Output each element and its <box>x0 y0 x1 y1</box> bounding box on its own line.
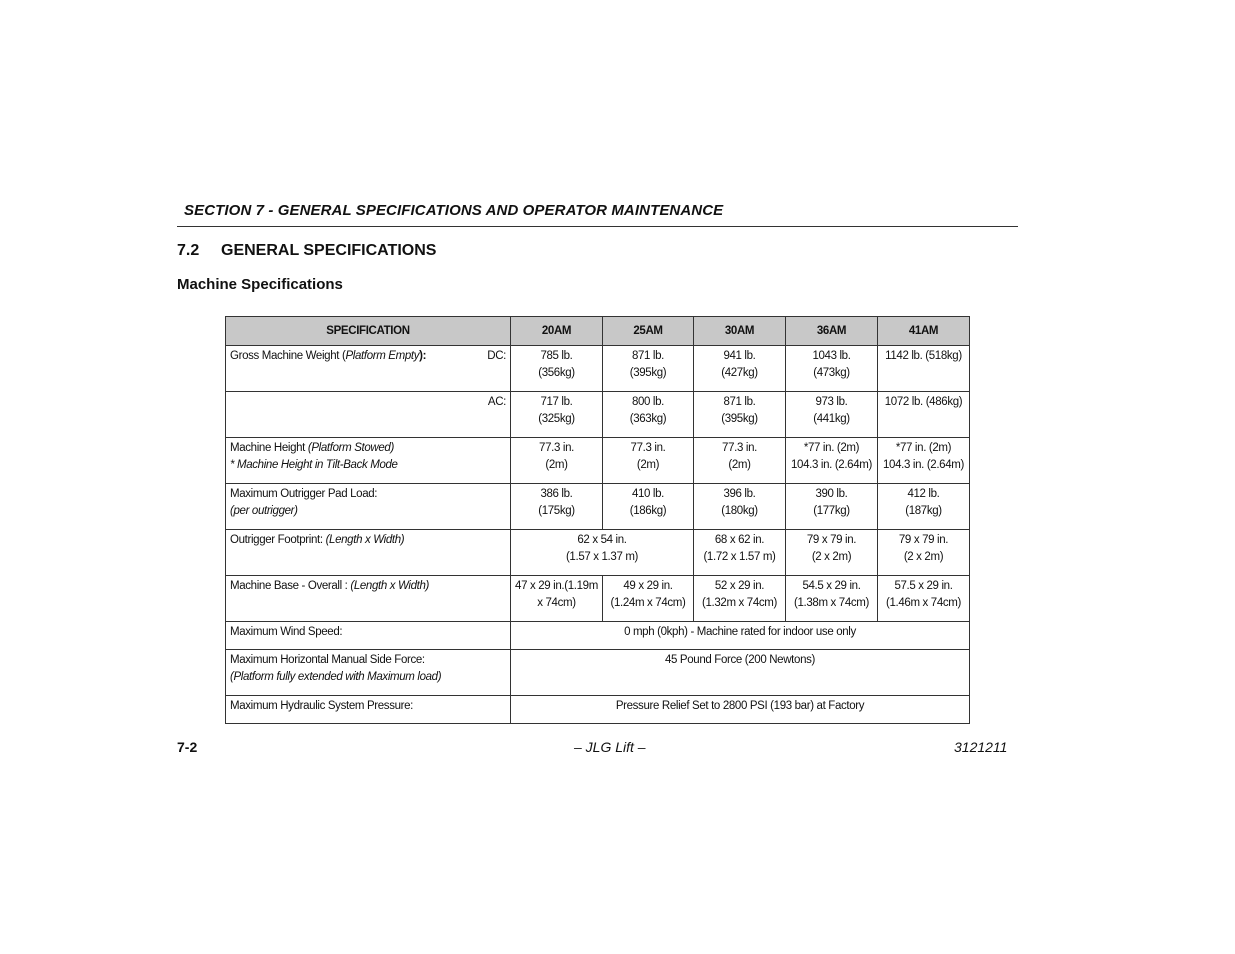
table-cell: 396 lb. (180kg) <box>694 484 786 530</box>
table-cell-merged: 0 mph (0kph) - Machine rated for indoor use only <box>511 622 970 650</box>
table-row <box>226 484 970 530</box>
label-text: Machine Base - Overall : <box>230 580 351 592</box>
ac-tag: AC: <box>487 396 506 408</box>
row-label-base <box>226 576 511 622</box>
row-label-wind: Maximum Wind Speed: <box>226 622 511 650</box>
subsection-title: Machine Specifications <box>177 276 343 293</box>
column-header-model: 41AM <box>878 317 970 346</box>
column-header-specification: SPECIFICATION <box>226 317 511 346</box>
table-row <box>226 576 970 622</box>
column-header-model: 36AM <box>786 317 878 346</box>
row-label-hydraulic: Maximum Hydraulic System Pressure: <box>226 696 511 724</box>
dc-tag: DC: <box>487 350 506 362</box>
column-header-model: 30AM <box>694 317 786 346</box>
row-label-footprint <box>226 530 511 576</box>
table-row <box>226 392 970 438</box>
table-cell: 54.5 x 29 in. (1.38m x 74cm) <box>786 576 878 622</box>
label-text: Outrigger Footprint: <box>230 534 326 546</box>
table-row <box>226 438 970 484</box>
row-label-side-force <box>226 650 511 696</box>
label-italic: Platform Empty <box>345 350 420 362</box>
table-cell: 390 lb. (177kg) <box>786 484 878 530</box>
table-cell: 47 x 29 in.(1.19m x 74cm) <box>511 576 603 622</box>
table-cell: 941 lb. (427kg) <box>694 346 786 392</box>
row-label-weight-dc <box>226 346 511 392</box>
table-cell: 49 x 29 in. (1.24m x 74cm) <box>603 576 694 622</box>
label-italic: (Length x Width) <box>350 580 430 592</box>
label-text: Gross Machine Weight ( <box>230 350 346 362</box>
header-divider <box>177 226 1018 227</box>
table-cell: 1043 lb. (473kg) <box>786 346 878 392</box>
label-tail: ): <box>419 350 427 362</box>
document-number: 3121211 <box>954 739 1008 755</box>
table-cell: 871 lb. (395kg) <box>603 346 694 392</box>
row-label-weight-ac <box>226 392 511 438</box>
table-cell: 57.5 x 29 in. (1.46m x 74cm) <box>878 576 970 622</box>
table-cell: 1142 lb. (518kg) <box>878 346 970 392</box>
table-row <box>226 696 970 724</box>
table-cell: 412 lb. (187kg) <box>878 484 970 530</box>
label-note: (per outrigger) <box>230 505 298 517</box>
table-cell: 871 lb. (395kg) <box>694 392 786 438</box>
label-text: Maximum Horizontal Manual Side Force: <box>230 654 425 666</box>
row-label-height <box>226 438 511 484</box>
table-cell: 77.3 in. (2m) <box>694 438 786 484</box>
table-cell: 717 lb. (325kg) <box>511 392 603 438</box>
table-row <box>226 530 970 576</box>
table-cell-merged: 45 Pound Force (200 Newtons) <box>511 650 970 696</box>
table-row <box>226 622 970 650</box>
table-cell: 785 lb. (356kg) <box>511 346 603 392</box>
label-text: Maximum Outrigger Pad Load: <box>230 488 378 500</box>
spec-table <box>225 316 970 724</box>
table-cell: 386 lb. (175kg) <box>511 484 603 530</box>
label-italic: (Platform Stowed) <box>307 442 394 454</box>
table-cell: 79 x 79 in. (2 x 2m) <box>786 530 878 576</box>
table-cell-merged: Pressure Relief Set to 2800 PSI (193 bar) at Factory <box>511 696 970 724</box>
table-cell-merged: 62 x 54 in. (1.57 x 1.37 m) <box>511 530 694 576</box>
table-cell: 79 x 79 in. (2 x 2m) <box>878 530 970 576</box>
column-header-model: 25AM <box>603 317 694 346</box>
table-cell: 410 lb. (186kg) <box>603 484 694 530</box>
section-title-text: GENERAL SPECIFICATIONS <box>221 242 437 259</box>
table-cell: *77 in. (2m) 104.3 in. (2.64m) <box>878 438 970 484</box>
table-cell: 77.3 in. (2m) <box>511 438 603 484</box>
column-header-model: 20AM <box>511 317 603 346</box>
table-header-row <box>226 317 970 346</box>
table-cell: 68 x 62 in. (1.72 x 1.57 m) <box>694 530 786 576</box>
page-number: 7-2 <box>177 739 198 755</box>
table-cell: 973 lb. (441kg) <box>786 392 878 438</box>
label-italic: (Length x Width) <box>325 534 405 546</box>
table-cell: *77 in. (2m) 104.3 in. (2.64m) <box>786 438 878 484</box>
section-header: SECTION 7 - GENERAL SPECIFICATIONS AND OPERATOR MAINTENANCE <box>184 202 724 219</box>
label-note: (Platform fully extended with Maximum load) <box>230 671 442 683</box>
label-note: * Machine Height in Tilt-Back Mode <box>230 459 398 471</box>
section-number: 7.2 <box>177 242 200 259</box>
table-row <box>226 650 970 696</box>
table-cell: 77.3 in. (2m) <box>603 438 694 484</box>
table-cell: 52 x 29 in. (1.32m x 74cm) <box>694 576 786 622</box>
footer-brand: – JLG Lift – <box>574 739 646 755</box>
table-cell: 1072 lb. (486kg) <box>878 392 970 438</box>
table-row <box>226 346 970 392</box>
section-title <box>177 242 436 260</box>
table-cell: 800 lb. (363kg) <box>603 392 694 438</box>
label-text: Machine Height <box>230 442 308 454</box>
row-label-outrigger-load <box>226 484 511 530</box>
